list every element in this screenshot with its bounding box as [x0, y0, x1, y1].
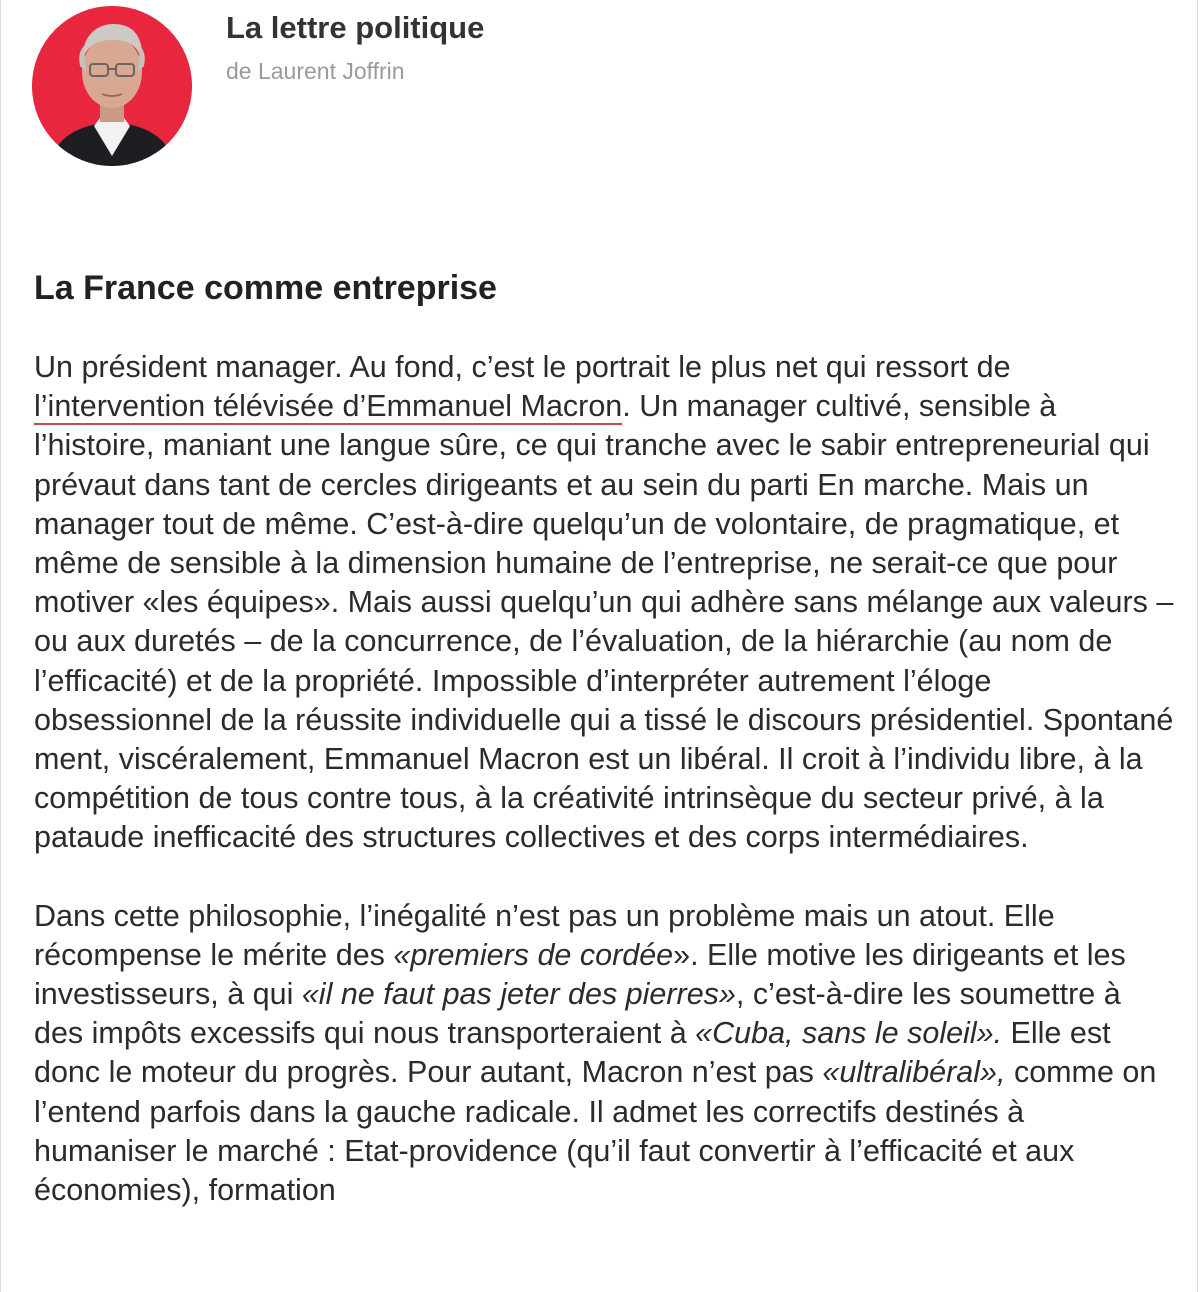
newsletter-author: de Laurent Joffrin: [226, 58, 405, 84]
article: [34, 266, 1174, 1210]
quote-ultraliberal: «ultralibéral»,: [822, 1055, 1006, 1090]
author-portrait-icon: [32, 6, 192, 166]
paragraph-2-text-5: comme on l’entend parfois dans la gauche radicale. Il admet les correctifs destinés à humaniser le marché : Etat-providence (qu’il faut convertir à l’efficacité et aux économies), formation: [34, 1055, 1157, 1208]
quote-cuba-sans-le-soleil: «Cuba, sans le soleil».: [695, 1016, 1003, 1051]
paragraph-1: [34, 348, 1174, 858]
paragraph-2: [34, 897, 1174, 1211]
paragraph-2-text-2: ». Elle motive les dirigeants et les investisseurs, à qui: [34, 937, 1126, 1012]
paragraph-2-text-4: Elle est donc le moteur du progrès. Pour autant, Macron n’est pas: [34, 1016, 1111, 1090]
newsletter-header: [32, 6, 1162, 166]
paragraph-1-text-end: . Un manager cultivé, sensible à l’histoire, maniant une langue sûre, ce qui tranche avec le sabir entrepreneurial qui prévaut dans tant de cercles dirigeants et au sein du parti En marche. Mais un manager tout de même. C’est-à-dire quelqu’un de volontaire, de pragmatique, et même de sensible à la dimension humaine de l’entreprise, ne serait-ce que pour motiver «les équipes». Mais aussi quelqu’un qui adhère sans mélange aux valeurs – ou aux duretés – de la concurrence, de l’évaluation, de la hiérarchie (au nom de l’efficacité) et de la propriété. Impossible d’interpréter autrement l’éloge obsessionnel de la réussite individuelle qui a tissé le discours présidentiel. Spontané ment, viscéralement, Emmanuel Macron est un libéral. Il croit à l’individu libre, à la compétition de tous contre tous, à la créativité intrinsèque du secteur privé, à la pataude inefficacité des structures collectives et des corps intermédiaires.: [34, 389, 1174, 855]
article-title: La France comme entreprise: [34, 269, 497, 307]
macron-intervention-link[interactable]: l’intervention télévisée d’Emmanuel Macron: [34, 389, 623, 424]
author-avatar: [32, 6, 192, 166]
newsletter-title: La lettre politique: [226, 10, 485, 45]
paragraph-2-text-1: Dans cette philosophie, l’inégalité n’est pas un problème mais un atout. Elle récompense le mérite des: [34, 898, 1055, 972]
paragraph-1-text-start: Un président manager. Au fond, c’est le portrait le plus net qui ressort de: [34, 350, 1011, 384]
paragraph-2-text-3: , c’est-à-dire les soumettre à des impôts excessifs qui nous transporteraient à: [34, 977, 1121, 1051]
quote-premiers-de-cordee: «premiers de cordée: [393, 937, 674, 972]
quote-jeter-des-pierres: «il ne faut pas jeter des pierres»: [301, 977, 736, 1012]
